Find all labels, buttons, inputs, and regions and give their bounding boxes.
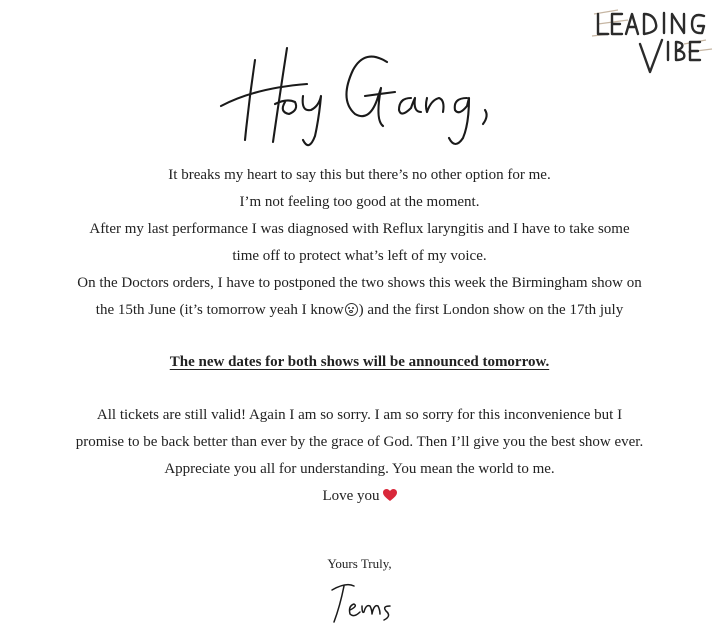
- letter-line: Appreciate you all for understanding. You mean the world to me.: [164, 461, 555, 478]
- greeting-script: [215, 40, 505, 152]
- letter-line-part: ) and the first London show on the 17th july: [358, 301, 624, 318]
- love-line: [20, 483, 699, 510]
- letter-line: time off to protect what’s left of my voice.: [232, 247, 487, 264]
- signature-tems-script: [320, 576, 400, 624]
- letter-line-part: the 15th June (it’s tomorrow yeah I know: [95, 301, 344, 318]
- letter-line: It breaks my heart to say this but there’s no other option for me.: [168, 167, 551, 183]
- closing-text: Yours Truly,: [327, 556, 392, 571]
- announcement-text: The new dates for both shows will be announced tomorrow.: [169, 354, 550, 371]
- letter-body: [20, 162, 699, 510]
- greeting-heading: [0, 40, 719, 152]
- crying-face-icon: [345, 303, 358, 316]
- signature: [0, 576, 719, 624]
- letter-line-with-emoji: [20, 297, 699, 324]
- red-heart-icon: [383, 489, 397, 502]
- letter-line: After my last performance I was diagnosed with Reflux laryngitis and I have to take some: [89, 220, 630, 237]
- letter-line: I’m not feeling too good at the moment.: [239, 193, 480, 210]
- love-you-text: Love you: [322, 488, 380, 505]
- letter-line: promise to be back better than ever by the grace of God. Then I’ll give you the best show ever.: [75, 434, 644, 451]
- letter-line: All tickets are still valid! Again I am so sorry. I am so sorry for this inconvenience but I: [96, 407, 623, 424]
- letter-line: On the Doctors orders, I have to postponed the two shows this week the Birmingham show on: [77, 274, 642, 291]
